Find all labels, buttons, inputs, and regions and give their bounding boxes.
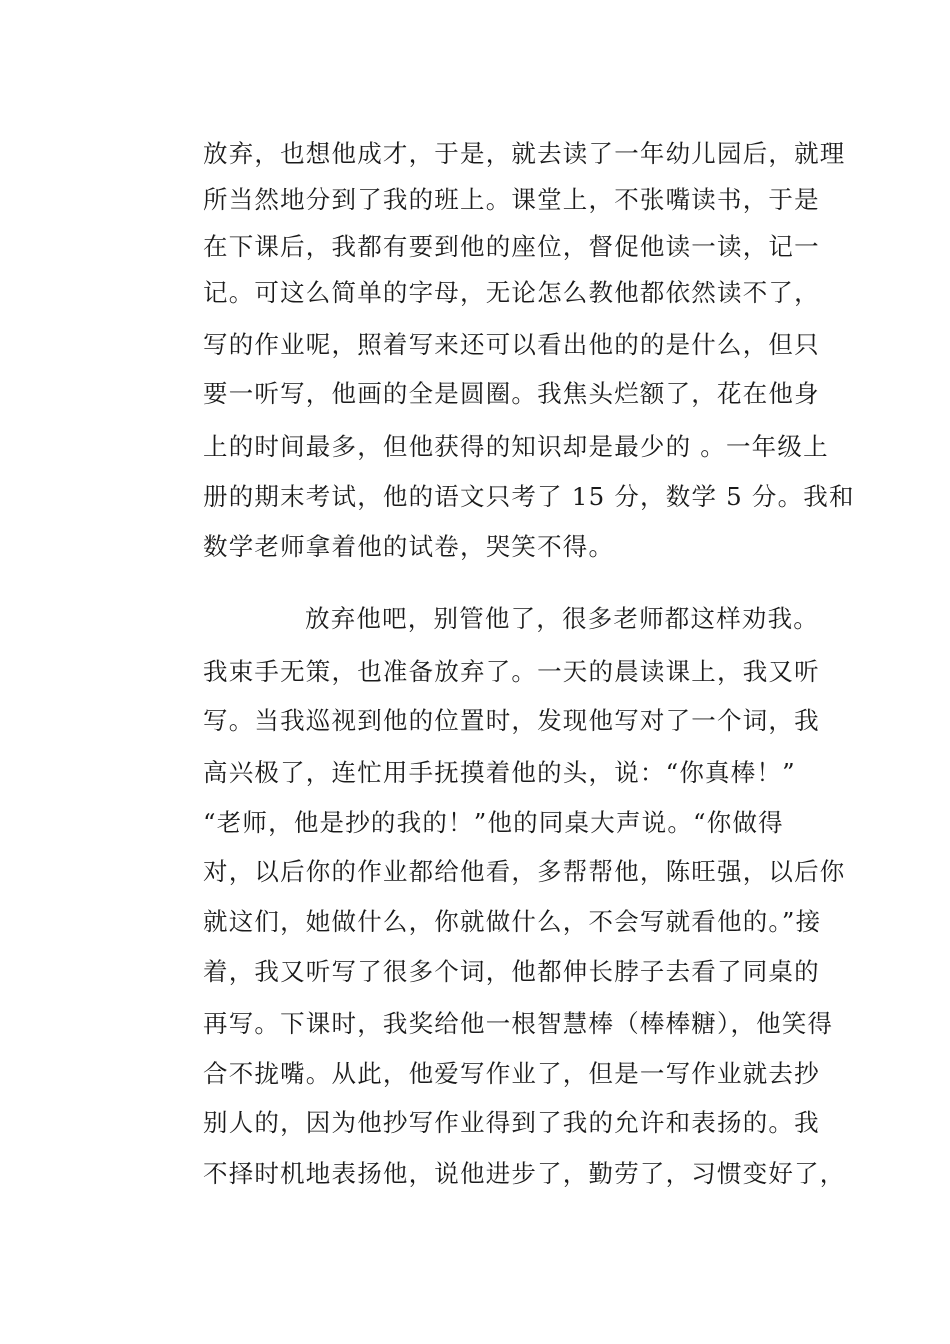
paragraph-1-line-5: 写的作业呢，照着写来还可以看出他的的是什么，但只 — [203, 330, 820, 359]
paragraph-1-line-2: 所当然地分到了我的班上。课堂上，不张嘴读书，于是 — [203, 185, 820, 214]
paragraph-2-line-3: 写。当我巡视到他的位置时，发现他写对了一个词，我 — [203, 706, 820, 735]
paragraph-2-line-11: 别人的，因为他抄写作业得到了我的允许和表扬的。我 — [203, 1108, 820, 1137]
paragraph-1-line-4: 记。可这么简单的字母，无论怎么教他都依然读不了， — [203, 278, 820, 307]
paragraph-1-line-8: 册的期末考试，他的语文只考了 15 分，数学 5 分。我和 — [203, 482, 855, 511]
paragraph-2-line-2: 我束手无策，也准备放弃了。一天的晨读课上，我又听 — [203, 657, 820, 686]
paragraph-2-line-5: “老师，他是抄的我的！”他的同桌大声说。“你做得 — [203, 808, 784, 837]
paragraph-2-line-9: 再写。下课时，我奖给他一根智慧棒（棒棒糖），他笑得 — [203, 1009, 834, 1038]
paragraph-2-line-6: 对，以后你的作业都给他看，多帮帮他，陈旺强，以后你 — [203, 857, 846, 886]
paragraph-2-line-4: 高兴极了，连忙用手抚摸着他的头，说：“你真棒！” — [203, 758, 796, 787]
paragraph-1-line-3: 在下课后，我都有要到他的座位，督促他读一读，记一 — [203, 232, 820, 261]
paragraph-1-line-9: 数学老师拿着他的试卷，哭笑不得。 — [203, 532, 615, 561]
paragraph-2-line-1: 放弃他吧，别管他了，很多老师都这样劝我。 — [305, 604, 819, 633]
paragraph-2-line-12: 不择时机地表扬他，说他进步了，勤劳了，习惯变好了， — [203, 1159, 846, 1188]
paragraph-2-line-7: 就这们，她做什么，你就做什么，不会写就看他的。”接 — [203, 907, 822, 936]
paragraph-2-line-8: 着，我又听写了很多个词，他都伸长脖子去看了同桌的 — [203, 957, 820, 986]
paragraph-1-line-6: 要一听写，他画的全是圆圈。我焦头烂额了，花在他身 — [203, 379, 820, 408]
paragraph-1-line-7: 上的时间最多，但他获得的知识却是最少的 。一年级上 — [203, 432, 829, 461]
paragraph-2-line-10: 合不拢嘴。从此，他爱写作业了，但是一写作业就去抄 — [203, 1059, 820, 1088]
paragraph-1-line-1: 放弃，也想他成才，于是，就去读了一年幼儿园后，就理 — [203, 139, 846, 168]
